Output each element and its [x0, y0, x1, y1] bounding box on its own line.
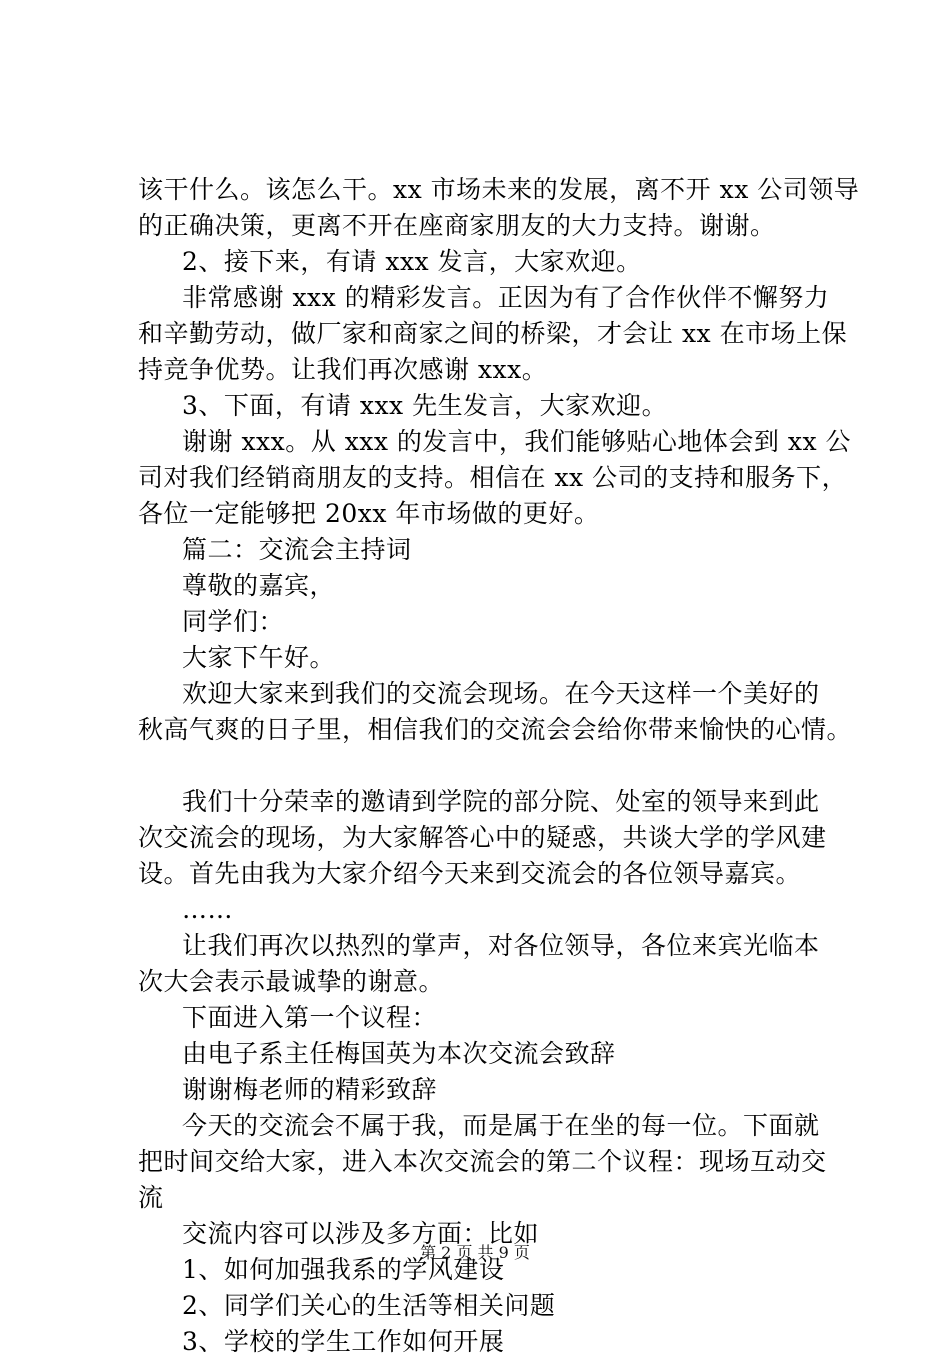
text-line: 3、学校的学生工作如何开展	[182, 1327, 505, 1356]
text-line: 次交流会的现场，为大家解答心中的疑惑，共谈大学的学风建	[138, 823, 827, 852]
text-line: 的正确决策，更离不开在座商家朋友的大力支持。谢谢。	[138, 211, 776, 240]
text-line: 各位一定能够把 20xx 年市场做的更好。	[138, 499, 600, 528]
text-line: 篇二：交流会主持词	[182, 535, 412, 564]
text-line: 该干什么。该怎么干。xx 市场未来的发展，离不开 xx 公司领导	[138, 175, 860, 204]
text-line: 下面进入第一个议程：	[182, 1003, 438, 1032]
text-line: 2、接下来，有请 xxx 发言，大家欢迎。	[182, 247, 642, 276]
document-body	[138, 172, 860, 1360]
text-line: 次大会表示最诚挚的谢意。	[138, 967, 445, 996]
text-line: 持竞争优势。让我们再次感谢 xxx。	[138, 355, 548, 384]
text-line: 交流内容可以涉及多方面：比如	[182, 1219, 540, 1248]
text-line: 司对我们经销商朋友的支持。相信在 xx 公司的支持和服务下，	[138, 463, 848, 492]
text-line: 谢谢梅老师的精彩致辞	[182, 1075, 438, 1104]
text-line: 由电子系主任梅国英为本次交流会致辞	[182, 1039, 616, 1068]
text-line: 和辛勤劳动，做厂家和商家之间的桥梁，才会让 xx 在市场上保	[138, 319, 848, 348]
text-line: 谢谢 xxx。从 xxx 的发言中，我们能够贴心地体会到 xx 公	[182, 427, 852, 456]
text-line: 非常感谢 xxx 的精彩发言。正因为有了合作伙伴不懈努力	[182, 283, 830, 312]
text-line: 设。首先由我为大家介绍今天来到交流会的各位领导嘉宾。	[138, 859, 802, 888]
text-line: 把时间交给大家，进入本次交流会的第二个议程：现场互动交	[138, 1147, 827, 1176]
text-line: 让我们再次以热烈的掌声，对各位领导，各位来宾光临本	[182, 931, 820, 960]
text-line: 今天的交流会不属于我，而是属于在坐的每一位。下面就	[182, 1111, 820, 1140]
blank-line	[138, 748, 838, 784]
text-line: ……	[182, 895, 233, 924]
text-line: 流	[138, 1183, 164, 1212]
text-line: 大家下午好。	[182, 643, 336, 672]
text-line: 秋高气爽的日子里，相信我们的交流会会给你带来愉快的心情。	[138, 715, 853, 744]
text-line: 1、如何加强我系的学风建设	[182, 1255, 505, 1284]
text-line: 2、同学们关心的生活等相关问题	[182, 1291, 556, 1320]
text-line: 欢迎大家来到我们的交流会现场。在今天这样一个美好的	[182, 679, 820, 708]
text-line: 我们十分荣幸的邀请到学院的部分院、处室的领导来到此	[182, 787, 820, 816]
text-line: 尊敬的嘉宾，	[182, 571, 336, 600]
text-line: 同学们：	[182, 607, 285, 636]
page-footer: 第 2 页 共 9 页	[420, 1243, 530, 1262]
text-line: 3、下面，有请 xxx 先生发言，大家欢迎。	[182, 391, 668, 420]
